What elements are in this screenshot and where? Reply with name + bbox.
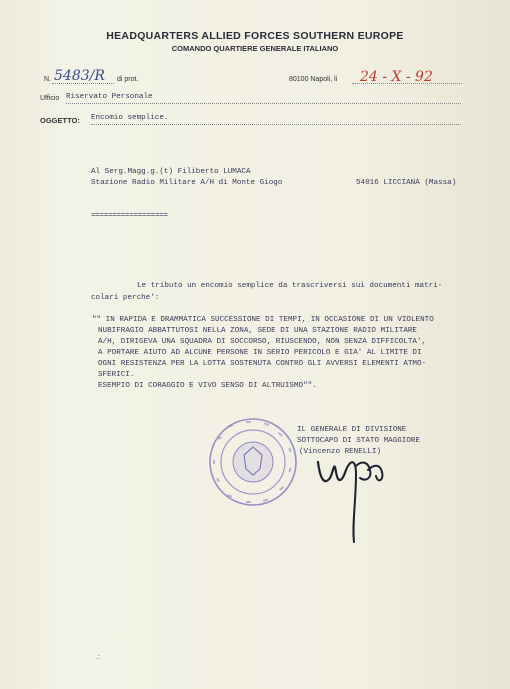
office-value: Riservato Personale [66,93,153,101]
intro-line-2: colari perche': [91,294,160,302]
handwritten-signature [312,430,392,548]
letterhead-subtitle: COMANDO QUARTIERE GENERALE ITALIANO [171,44,339,53]
office-label: Ufficio [40,95,60,102]
citation-line-6: SFERICI. [98,371,135,379]
protocol-number: 5483/R [54,68,105,84]
recipient-location: 54016 LICCIANA (Massa) [356,179,457,187]
signatory-name: (Vincenzo RENELLI) [299,448,382,456]
citation-line-4: A PORTARE AIUTO AD ALCUNE PERSONE IN SERIO PERICOLO E GIA' AL LIMITE DI [98,349,422,357]
letterhead-title: HEADQUARTERS ALLIED FORCES SOUTHERN EUROPE [106,30,404,42]
citation-line-2: NUBIFRAGIO ABBATTUTOSI NELLA ZONA, SEDE DI UNA STAZIONE RADIO MILITARE [98,327,417,335]
subject-label: OGGETTO: [40,116,80,125]
subject-dotted-line [91,124,461,125]
signatory-role: SOTTOCAPO DI STATO MAGGIORE [297,437,421,445]
signatory-rank: IL GENERALE DI DIVISIONE [297,426,407,434]
protocol-suffix-label: di prot. [117,76,139,83]
stray-mark: .: [95,652,101,661]
protocol-dotted-line [52,83,114,84]
intro-line-1: Le tributo un encomio semplice da trascriversi sui documenti matri- [137,282,443,290]
recipient-station: Stazione Radio Militare A/H di Monte Giogo [91,179,283,187]
protocol-prefix-label: N. [44,76,51,83]
date-dotted-line [352,83,462,84]
citation-line-7: ESEMPIO DI CORAGGIO E VIVO SENSO DI ALTRUISMO"". [98,382,317,390]
recipient-name: Al Serg.Magg.g.(t) Filiberto LUMACA [91,168,251,176]
citation-line-5: OGNI RESISTENZA PER LA LOTTA SOSTENUTA CONTRO GLI AVVERSI ELEMENTI ATMO- [98,360,427,368]
citation-line-1: "" IN RAPIDA E DRAMMATICA SUCCESSIONE DI TEMPI, IN OCCASIONE DI UN VIOLENTO [92,316,434,324]
separator-line: ================== [91,212,168,220]
official-seal-stamp [208,417,298,507]
subject-value: Encomio semplice. [91,114,169,122]
place-label: 80100 Napoli, li [289,76,338,83]
office-dotted-line [66,103,461,104]
citation-line-3: A/H, DIRIGEVA UNA SQUADRA DI SOCCORSO, RIUSCENDO, NON SENZA DIFFICOLTA', [98,338,427,346]
letter-date: 24 - X - 92 [360,69,433,85]
